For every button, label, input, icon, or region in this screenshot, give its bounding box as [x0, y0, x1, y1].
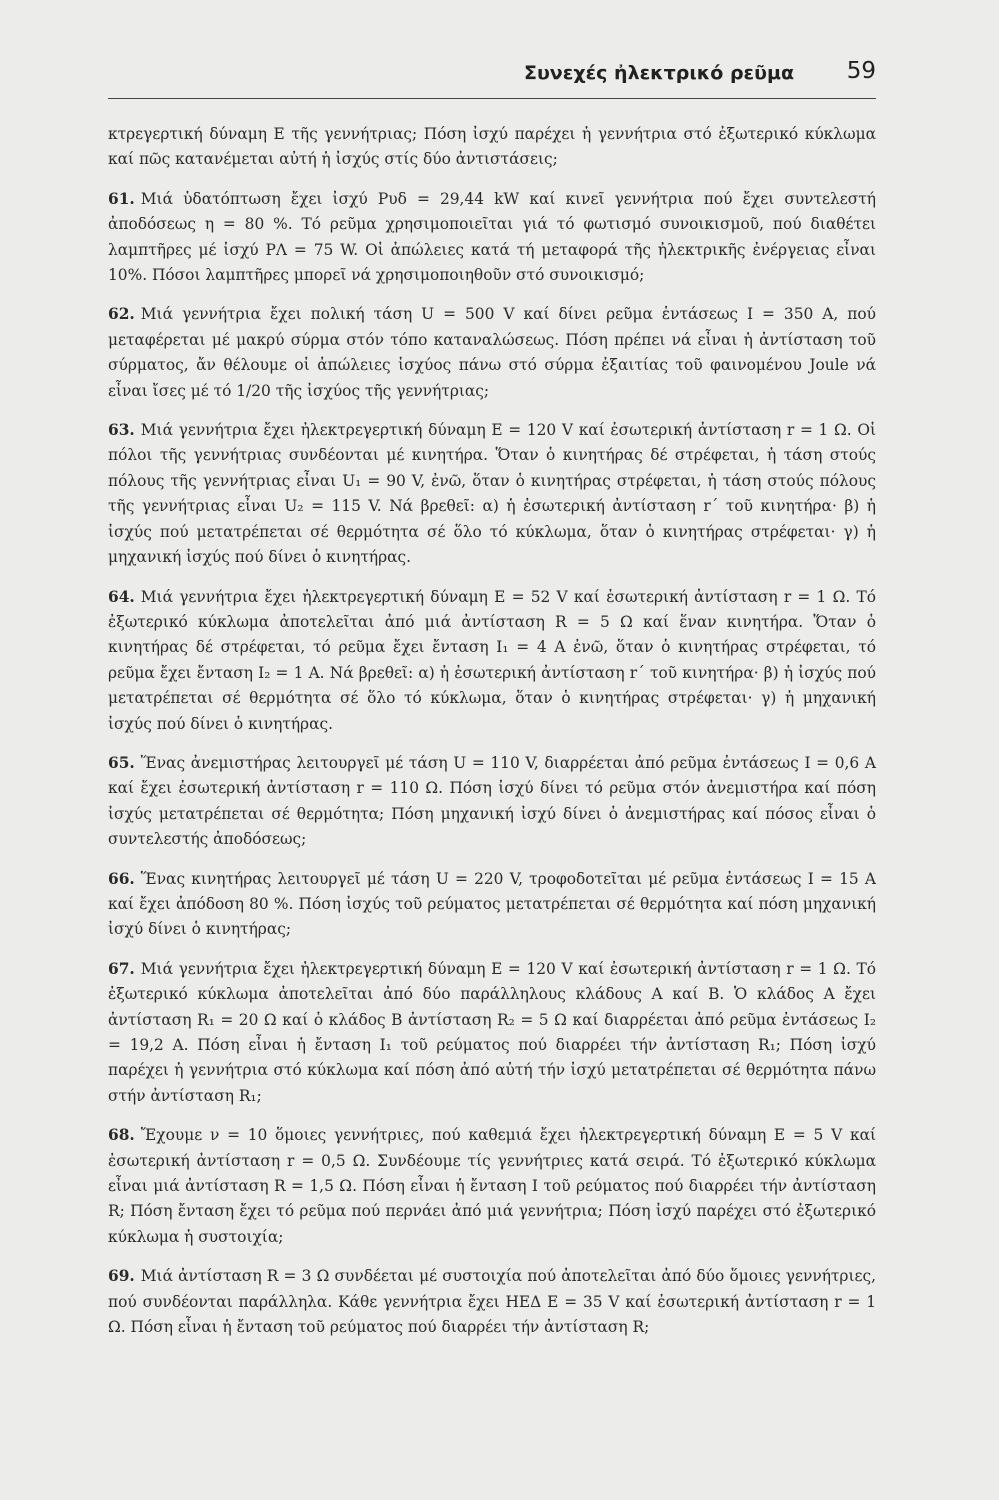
problem-61 — [108, 187, 876, 289]
problem-number: 61. — [108, 189, 135, 208]
problem-text: Μιά ὑδατόπτωση ἔχει ἰσχύ Pυδ = 29,44 kW καί κινεῖ γεννήτρια πού ἔχει συντελεστή ἀποδόσεως η = 80 %. Τό ρεῦμα χρησιμοποιεῖται γιά τό φωτισμό συνοικισμοῦ, πού διαθέτει λαμπτῆρες μέ ἰσχύ PΛ = 75 W. Οἱ ἀπώλειες κατά τή μεταφορά τῆς ἠλεκτρικῆς ἐνέργειας εἶναι 10%. Πόσοι λαμπτῆρες μπορεῖ νά χρησιμοποιηθοῦν στό συνοικισμό; — [108, 189, 876, 285]
intro-paragraph: κτρεγερτική δύναμη E τῆς γεννήτριας; Πόση ἰσχύ παρέχει ἡ γεννήτρια στό ἐξωτερικό κύκλωμα καί πῶς κατανέμεται αὐτή ἡ ἰσχύς στίς δύο ἀντιστάσεις; — [108, 125, 876, 169]
problem-number: 67. — [108, 959, 135, 978]
page-body — [108, 122, 876, 1340]
problem-number: 65. — [108, 753, 135, 772]
problem-text: Ἕνας κινητήρας λειτουργεῖ μέ τάση U = 220 V, τροφοδοτεῖται μέ ρεῦμα ἐντάσεως I = 15 A καί ἔχει ἀπόδοση 80 %. Πόση ἰσχύς τοῦ ρεύματος μετατρέπεται σέ θερμότητα καί πόση μηχανική ἰσχύ δίνει ὁ κινητήρας; — [108, 869, 876, 939]
problem-number: 68. — [108, 1126, 135, 1145]
problem-text: Μιά γεννήτρια ἔχει ἠλεκτρεγερτική δύναμη E = 120 V καί ἐσωτερική ἀντίσταση r = 1 Ω. Τό ἐξωτερικό κύκλωμα ἀποτελεῖται ἀπό δύο παράλληλους κλάδους A καί B. Ὁ κλάδος A ἔχει ἀντίσταση R₁ = 20 Ω καί ὁ κλάδος B ἀντίσταση R₂ = 5 Ω καί διαρρέεται ἀπό ρεῦμα ἐντάσεως I₂ = 19,2 A. Πόση εἶναι ἡ ἔνταση I₁ τοῦ ρεύματος πού διαρρέει τήν ἀντίσταση R₁; Πόση ἰσχύ παρέχει ἡ γεννήτρια στό κύκλωμα καί πόση ἀπό αὐτή τήν ἰσχύ μετατρέπεται σέ θερμότητα πάνω στήν ἀντίσταση R₁; — [108, 959, 876, 1105]
running-title: Συνεχές ἠλεκτρικό ρεῦμα — [524, 62, 794, 84]
problem-text: Μιά γεννήτρια ἔχει ἠλεκτρεγερτική δύναμη E = 52 V καί ἐσωτερική ἀντίσταση r = 1 Ω. Τό ἐξωτερικό κύκλωμα ἀποτελεῖται ἀπό μιά ἀντίσταση R = 5 Ω καί ἕναν κινητήρα. Ὅταν ὁ κινητήρας δέ στρέφεται, τό ρεῦμα ἔχει ἔνταση I₁ = 4 A ἐνῶ, ὅταν ὁ κινητήρας στρέφεται, τό ρεῦμα ἔχει ἔνταση I₂ = 1 A. Νά βρεθεῖ: α) ἡ ἐσωτερική ἀντίσταση r΄ τοῦ κινητήρα· β) ἡ ἰσχύς πού μετατρέπεται σέ θερμότητα σέ ὅλο τό κύκλωμα, ὅταν ὁ κινητήρας στρέφεται· γ) ἡ μηχανική ἰσχύς πού δίνει ὁ κινητήρας. — [108, 587, 876, 733]
problem-67 — [108, 957, 876, 1109]
problem-number: 69. — [108, 1267, 135, 1286]
problem-62 — [108, 302, 876, 404]
problem-number: 66. — [108, 869, 135, 888]
problem-68 — [108, 1123, 876, 1250]
problem-text: Μιά γεννήτρια ἔχει ἠλεκτρεγερτική δύναμη E = 120 V καί ἐσωτερική ἀντίσταση r = 1 Ω. Οἱ πόλοι τῆς γεννήτριας συνδέονται μέ κινητήρα. Ὅταν ὁ κινητήρας δέ στρέφεται, ἡ τάση στούς πόλους τῆς γεννήτριας εἶναι U₁ = 90 V, ἐνῶ, ὅταν ὁ κινητήρας στρέφεται, ἡ τάση στούς πόλους τῆς γεννήτριας εἶναι U₂ = 115 V. Νά βρεθεῖ: α) ἡ ἐσωτερική ἀντίσταση r΄ τοῦ κινητήρα· β) ἡ ἰσχύς πού μετατρέπεται σέ θερμότητα σέ ὅλο τό κύκλωμα, ὅταν ὁ κινητήρας στρέφεται· γ) ἡ μηχανική ἰσχύς πού δίνει ὁ κινητήρας. — [108, 421, 876, 567]
problem-65 — [108, 751, 876, 853]
problem-number: 63. — [108, 421, 135, 440]
problem-63 — [108, 418, 876, 570]
problem-text: Ἔχουμε ν = 10 ὅμοιες γεννήτριες, πού καθεμιά ἔχει ἠλεκτρεγερτική δύναμη E = 5 V καί ἐσωτερική ἀντίσταση r = 0,5 Ω. Συνδέουμε τίς γεννήτριες κατά σειρά. Τό ἐξωτερικό κύκλωμα εἶναι μιά ἀντίσταση R = 1,5 Ω. Πόση εἶναι ἡ ἔνταση I τοῦ ρεύματος πού διαρρέει τήν ἀντίσταση R; Πόση ἔνταση ἔχει τό ρεῦμα πού περνάει ἀπό μιά γεννήτρια; Πόση ἰσχύ παρέχει στό ἐξωτερικό κύκλωμα ἡ συστοιχία; — [108, 1126, 876, 1246]
problem-64 — [108, 585, 876, 737]
problem-number: 62. — [108, 305, 135, 324]
problem-text: Μιά γεννήτρια ἔχει πολική τάση U = 500 V καί δίνει ρεῦμα ἐντάσεως I = 350 A, πού μεταφέρεται μέ μακρύ σύρμα στόν τόπο καταναλώσεως. Πόση πρέπει νά εἶναι ἡ ἀντίσταση τοῦ σύρματος, ἄν θέλουμε οἱ ἀπώλειες ἰσχύος πάνω στό σύρμα ἐξαιτίας τοῦ φαινομένου Joule νά εἶναι ἴσες μέ τό 1/20 τῆς ἰσχύος τῆς γεννήτριας; — [108, 305, 876, 400]
problem-number: 64. — [108, 587, 135, 606]
problem-text: Ἕνας ἀνεμιστήρας λειτουργεῖ μέ τάση U = 110 V, διαρρέεται ἀπό ρεῦμα ἐντάσεως I = 0,6 A καί ἔχει ἐσωτερική ἀντίσταση r = 110 Ω. Πόση ἰσχύ δίνει τό ρεῦμα στόν ἀνεμιστήρα καί πόση ἰσχύς μετατρέπεται σέ θερμότητα; Πόση μηχανική ἰσχύ δίνει ὁ ἀνεμιστήρας καί πόσος εἶναι ὁ συντελεστής ἀποδόσεως; — [108, 753, 876, 849]
problem-69 — [108, 1264, 876, 1340]
page-number: 59 — [846, 58, 876, 84]
problem-66 — [108, 867, 876, 943]
problem-text: Μιά ἀντίσταση R = 3 Ω συνδέεται μέ συστοιχία πού ἀποτελεῖται ἀπό δύο ὅμοιες γεννήτριες, πού συνδέονται παράλληλα. Κάθε γεννήτρια ἔχει ΗΕΔ E = 35 V καί ἐσωτερική ἀντίσταση r = 1 Ω. Πόση εἶναι ἡ ἔνταση τοῦ ρεύματος πού διαρρέει τήν ἀντίσταση R; — [108, 1267, 876, 1337]
page-header — [108, 58, 876, 98]
header-rule — [108, 98, 876, 99]
